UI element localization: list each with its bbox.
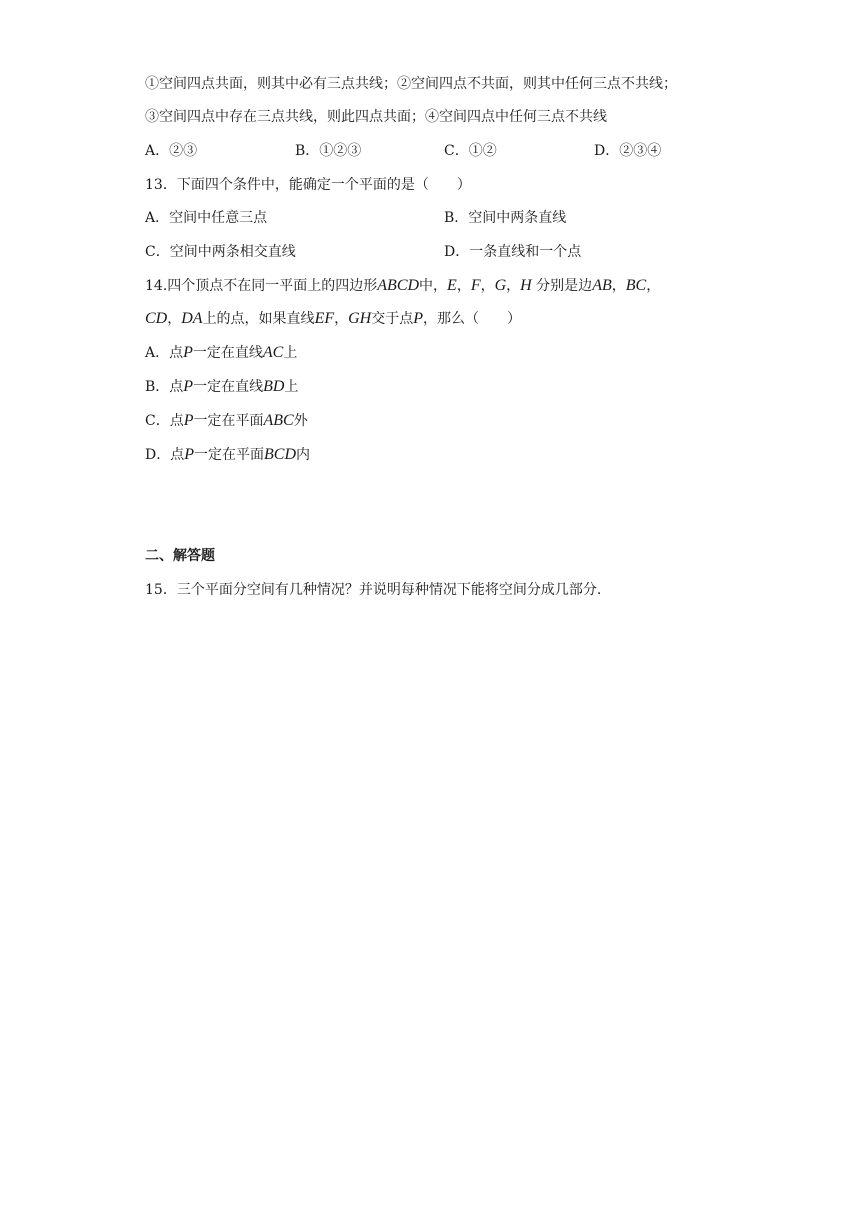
option-text: 一定在平面 (193, 413, 264, 429)
option-text: 上 (283, 345, 298, 361)
point-p: P (183, 412, 194, 429)
q12-statement-1: ①空间四点共面，则其中必有三点共线；②空间四点不共面，则其中任何三点不共线； (145, 76, 677, 92)
plane-bcd: BCD (264, 446, 297, 463)
q12-option-c[interactable]: C．①② (444, 143, 497, 159)
q13-option-d[interactable]: D．一条直线和一个点 (444, 244, 582, 260)
q12-option-a[interactable]: A．②③ (145, 143, 198, 159)
q13-option-a[interactable]: A．空间中任意三点 (145, 210, 268, 226)
plane-abc: ABC (263, 412, 294, 429)
q14-option-b[interactable] (145, 377, 298, 397)
q14-text: 中， (419, 278, 448, 294)
q14-point-e: E (447, 277, 457, 294)
point-p: P (183, 344, 193, 361)
point-p: P (183, 378, 194, 395)
q13-stem: 13．下面四个条件中，能确定一个平面的是（ ） (145, 177, 471, 193)
line-ac: AC (262, 344, 284, 361)
q14-comma: ， (480, 278, 495, 294)
q14-stem-line-1 (145, 276, 660, 296)
option-text: 外 (293, 413, 308, 429)
q14-number: 14. (145, 278, 168, 294)
q12-option-d[interactable]: D．②③④ (594, 143, 662, 159)
q15-stem: 15．三个平面分空间有几种情况？并说明每种情况下能将空间分成几部分. (145, 582, 602, 598)
q14-text: 上的点，如果直线 (202, 311, 315, 327)
point-p: P (184, 446, 195, 463)
option-label: A．点 (145, 345, 184, 361)
q14-option-d[interactable] (145, 445, 310, 465)
section-title: 二、解答题 (145, 548, 215, 564)
q13-option-b[interactable]: B．空间中两条直线 (444, 210, 567, 226)
option-text: 一定在平面 (194, 447, 265, 463)
q14-point-p: P (413, 310, 423, 327)
option-text: 内 (296, 447, 311, 463)
option-label: C．点 (145, 413, 184, 429)
q14-point-f: F (470, 277, 481, 294)
q14-comma: ， (506, 278, 521, 294)
q14-text: 四个顶点不在同一平面上的四边形 (167, 278, 378, 294)
q13-option-c[interactable]: C．空间中两条相交直线 (145, 244, 296, 260)
q12-option-b[interactable]: B．①②③ (295, 143, 362, 159)
q14-option-a[interactable] (145, 343, 297, 363)
option-text: 上 (284, 379, 299, 395)
q14-comma: ， (611, 278, 626, 294)
q14-side-bc: BC (625, 277, 647, 294)
q14-stem-line-2 (145, 309, 521, 329)
q12-statement-2: ③空间四点中存在三点共线，则此四点共面；④空间四点中任何三点不共线 (145, 109, 607, 125)
q14-text: ，那么（ ） (423, 311, 521, 327)
q14-text: 交于点 (371, 311, 414, 327)
option-text: 一定在直线 (193, 379, 264, 395)
q14-line-ef: EF (314, 310, 335, 327)
q14-point-h: H (520, 277, 532, 294)
option-label: B．点 (145, 379, 184, 395)
q14-line-gh: GH (348, 310, 372, 327)
q14-comma: ， (646, 278, 661, 294)
q14-side-ab: AB (592, 277, 612, 294)
q14-side-cd: CD (145, 310, 168, 327)
option-text: 一定在直线 (192, 345, 263, 361)
q14-option-c[interactable] (145, 411, 308, 431)
line-bd: BD (263, 378, 285, 395)
q14-side-da: DA (181, 310, 203, 327)
q14-text: 分别是边 (531, 278, 593, 294)
option-label: D．点 (145, 447, 185, 463)
q14-point-g: G (494, 277, 507, 294)
q14-comma: ， (334, 311, 349, 327)
q14-quad-abcd: ABCD (377, 277, 420, 294)
q14-comma: ， (167, 311, 182, 327)
q14-comma: ， (456, 278, 471, 294)
